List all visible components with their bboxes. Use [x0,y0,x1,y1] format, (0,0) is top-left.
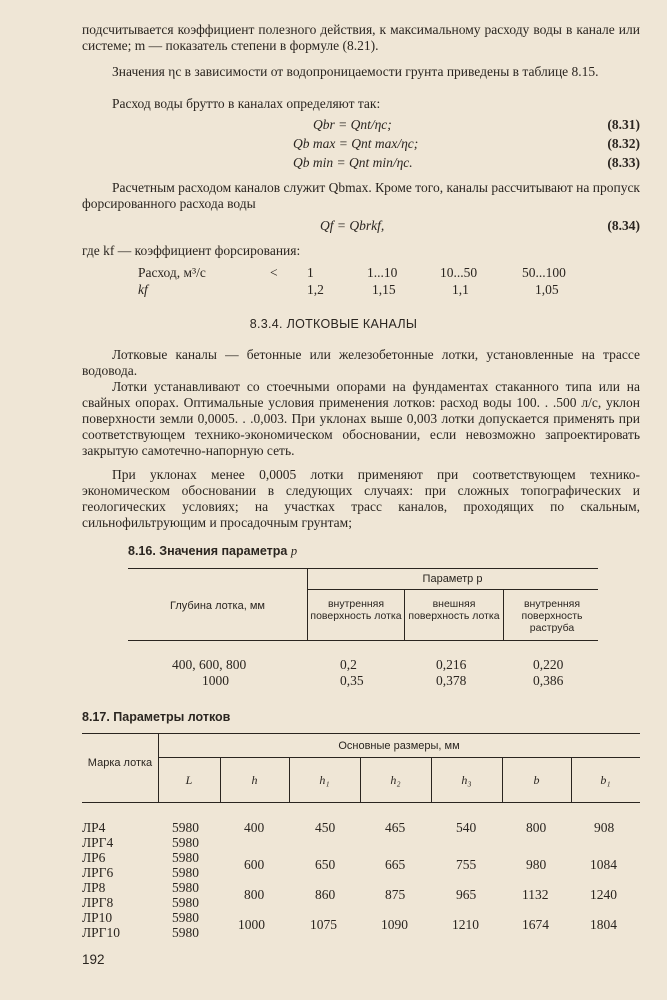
table-8-17-g1-b1: 908 [594,820,615,835]
table-8-17-col-h2: h₂ [390,773,401,787]
table-8-16-r1-c3: 0,220 [533,657,564,672]
table-8-17-L: 5980 [172,850,199,865]
table-8-17-g2-h1: 650 [315,857,336,872]
table-8-17-col-b1: b₁ [600,773,611,787]
table-8-17-g3-h3: 965 [456,887,477,902]
table-8-16-caption-text: 8.16. Значения параметра [128,544,288,558]
table-8-16-group-rule [307,589,598,590]
table-8-17-L: 5980 [172,865,199,880]
table-8-16-r1-c1: 0,2 [340,657,357,672]
table-8-17-g1-h1: 450 [315,820,336,835]
paragraph-gross-flow: Расход воды брутто в каналах определяют так: [112,96,381,111]
table-8-17-group-header: Основные размеры, мм [338,740,460,752]
table-8-16-col-socket: внутренняя поверхность раструба [521,598,583,634]
equation-8-32: Qb max = Qnt max/ηc; [293,136,419,151]
table-8-17-g2-h2: 665 [385,857,406,872]
kf-flow-2: 1...10 [367,265,398,280]
table-8-17-mark: ЛРГ4 [82,835,114,850]
table-8-17-mark: ЛР6 [82,850,106,865]
table-8-17-col-b: b [533,773,540,787]
paragraph-design-flow: Расчетным расходом каналов служит Qbmax. Кроме того, каналы рассчитывают на пропуск форсированного расхода воды [82,180,640,211]
table-8-16-col-outer: внешняя поверхность лотка [408,598,500,622]
table-8-16-caption-var: p [290,544,298,558]
table-8-17-g3-h1: 860 [315,887,336,902]
table-8-17-mark: ЛРГ10 [82,925,120,940]
kf-val-1: 1,2 [307,282,324,297]
kf-val-4: 1,05 [535,282,559,297]
table-8-16-col-depth: Глубина лотка, мм [170,600,265,612]
paragraph-kf-def: где kf — коэффициент форсирования: [82,243,301,258]
table-8-17-top-rule [82,733,640,734]
table-8-16-r2-c1: 0,35 [340,673,364,688]
table-8-17-g2-b1: 1084 [590,857,617,872]
kf-row-values [0,282,667,298]
table-8-17-L: 5980 [172,880,199,895]
table-8-17-g1-h2: 465 [385,820,406,835]
table-8-17-L: 5980 [172,925,199,940]
equation-8-31: Qbr = Qnt/ηc; [313,117,392,132]
paragraph-efficiency: подсчитывается коэффициент полезного действия, к максимальному расходу воды в канале или системе; m — показатель степени в формуле (8.21). [82,22,640,53]
table-8-17-g1-h3: 540 [456,820,477,835]
table-8-17-g3-h: 800 [244,887,265,902]
table-8-17-mark: ЛР4 [82,820,106,835]
table-8-17-g4-h2: 1090 [381,917,408,932]
equation-number-8-34: (8.34) [607,218,640,233]
table-8-16-group-header: Параметр p [422,573,483,585]
table-8-16-depth-1: 400, 600, 800 [172,657,247,672]
equation-number-8-31: (8.31) [607,117,640,132]
equation-number-8-33: (8.33) [607,155,640,170]
table-8-17-L: 5980 [172,910,199,925]
table-8-17-g4-h1: 1075 [310,917,337,932]
table-8-16-col-inner: внутренняя поверхность лотка [310,598,402,622]
table-8-17-group-rule [158,757,640,758]
equation-8-33: Qb min = Qnt min/ηc. [293,155,413,170]
table-8-17-g4-b1: 1804 [590,917,617,932]
paragraph-flume-slopes: При уклонах менее 0,0005 лотки применяют при соответствующем технико-экономическом обосновании в следующих случаях: при сложных топографических и геологических условиях; на участках трасс каналов, проходящих по скальным, сильнофильтрующим и просадочным грунтам; [82,467,640,530]
kf-label-kf: kf [138,282,148,297]
table-8-16-r2-c2: 0,378 [436,673,467,688]
paragraph-flume-install: Лотки устанавливают со стоечными опорами на фундаментах стаканного типа или на свайных опорах. Оптимальные условия применения лотков: расход воды 100. . .500 л/с, уклон поверхности земли 0,0005. . .0,003. При уклонах выше 0,003 лотки допускается применять при соответствующем технико-экономическом обосновании, если невозможно запроектировать закрытую самотечно-напорную сеть. [82,379,640,458]
table-8-16-top-rule [128,568,598,569]
kf-val-2: 1,15 [372,282,396,297]
table-8-17-g1-h: 400 [244,820,265,835]
page-number: 192 [82,952,105,967]
kf-flow-3: 10...50 [440,265,478,280]
kf-flow-4: 50...100 [522,265,566,280]
equation-8-34: Qf = Qbrkf, [320,218,385,233]
table-8-17-mark: ЛРГ6 [82,865,114,880]
table-8-17-mark: ЛР10 [82,910,113,925]
table-8-17-g2-h: 600 [244,857,265,872]
kf-row-flow [0,265,667,281]
table-8-16-r2-c3: 0,386 [533,673,564,688]
table-8-16-caption [128,544,297,559]
kf-val-3: 1,1 [452,282,469,297]
table-8-17-col-h: h [251,773,258,787]
table-8-16-vline-2 [404,590,405,640]
table-8-17-caption: 8.17. Параметры лотков [82,710,231,724]
table-8-17-mark: ЛР8 [82,880,106,895]
table-8-16-vline-3 [503,590,504,640]
table-8-17-col-mark: Марка лотка [87,757,153,769]
table-8-17-g2-h3: 755 [456,857,477,872]
table-8-17-g2-b: 980 [526,857,547,872]
kf-flow-1: 1 [307,265,314,280]
table-8-16-r1-c2: 0,216 [436,657,467,672]
table-8-17-col-h1: h₁ [319,773,330,787]
table-8-17-g3-b1: 1240 [590,887,617,902]
table-8-17-L: 5980 [172,895,199,910]
table-8-17-header-rule [82,802,640,803]
equation-number-8-32: (8.32) [607,136,640,151]
section-title: 8.3.4. ЛОТКОВЫЕ КАНАЛЫ [249,317,418,331]
table-8-17-mark: ЛРГ8 [82,895,114,910]
table-8-17-g4-b: 1674 [522,917,549,932]
kf-lt: < [270,265,278,280]
paragraph-flume-def: Лотковые каналы — бетонные или железобетонные лотки, установленные на трассе водовода. [82,347,640,378]
table-8-16-depth-2: 1000 [202,673,229,688]
kf-label-flow: Расход, м³/с [138,265,206,280]
table-8-17-g4-h: 1000 [238,917,265,932]
table-8-17-col-L: L [185,773,193,787]
table-8-17-g3-h2: 875 [385,887,406,902]
paragraph-eta-values: Значения ηс в зависимости от водопроницаемости грунта приведены в таблице 8.15. [112,64,599,79]
table-8-17-g4-h3: 1210 [452,917,479,932]
table-8-17-g3-b: 1132 [522,887,549,902]
table-8-17-L: 5980 [172,820,199,835]
table-8-16-header-rule [128,640,598,641]
table-8-17-L: 5980 [172,835,199,850]
table-8-17-g1-b: 800 [526,820,547,835]
table-8-17-col-h3: h₃ [461,773,472,787]
